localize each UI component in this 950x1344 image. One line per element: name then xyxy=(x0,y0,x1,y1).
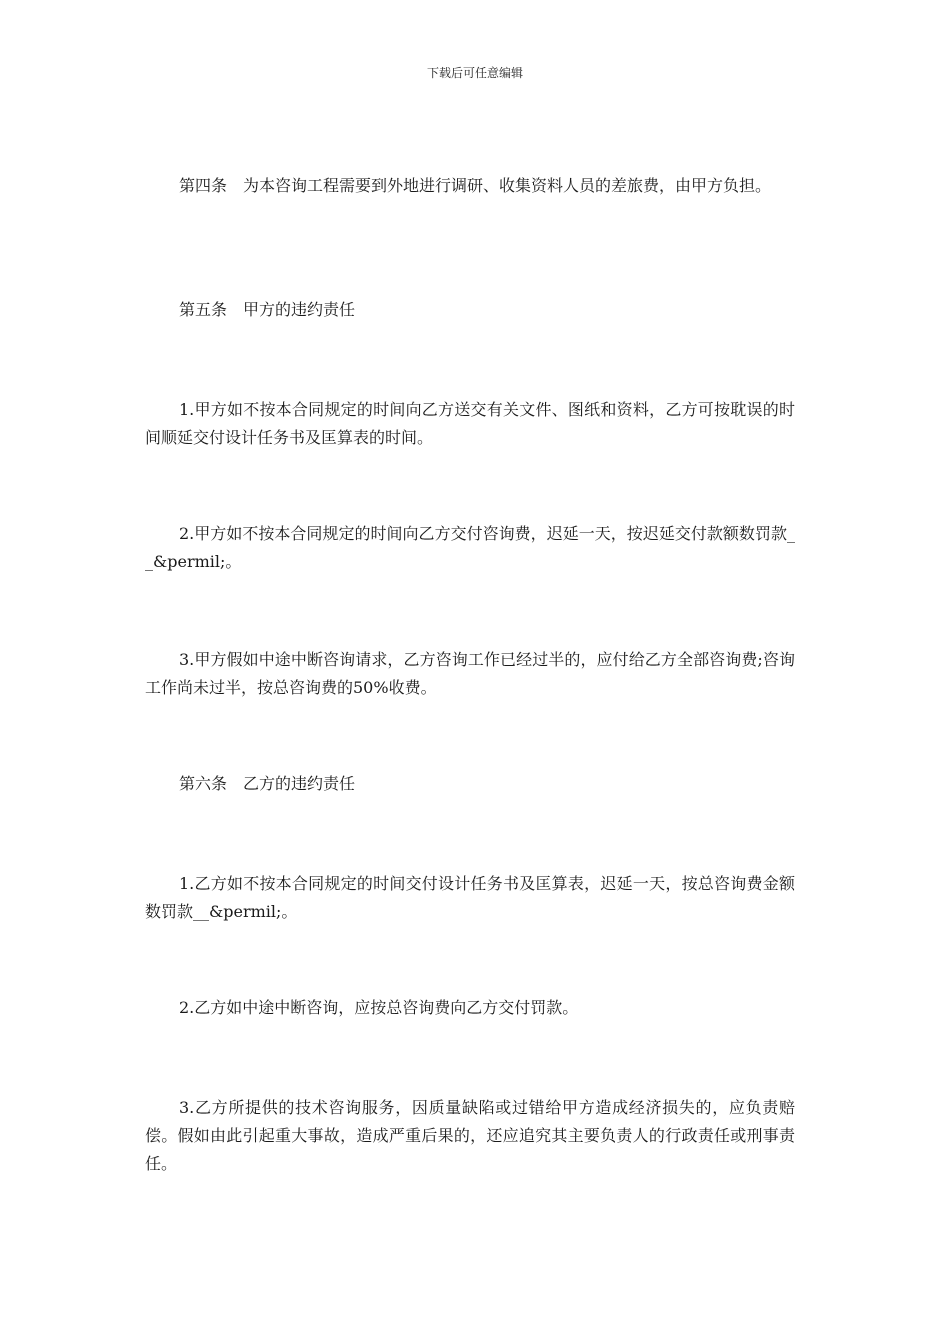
article-6-heading: 第六条 乙方的违约责任 xyxy=(179,774,356,793)
article-5-clause-1: 1.甲方如不按本合同规定的时间向乙方送交有关文件、图纸和资料，乙方可按耽误的时间顺延交付设计任务书及匡算表的时间。 xyxy=(145,400,795,447)
article-5-clause-3: 3.甲方假如中途中断咨询请求，乙方咨询工作已经过半的，应付给乙方全部咨询费;咨询工作尚未过半，按总咨询费的50%收费。 xyxy=(145,650,795,697)
article-6-clause-3: 3.乙方所提供的技术咨询服务，因质量缺陷或过错给甲方造成经济损失的，应负责赔偿。假如由此引起重大事故，造成严重后果的，还应追究其主要负责人的行政责任或刑事责任。 xyxy=(145,1098,795,1173)
article-4-paragraph: 第四条 为本咨询工程需要到外地进行调研、收集资料人员的差旅费，由甲方负担。 xyxy=(179,176,772,195)
article-5-heading: 第五条 甲方的违约责任 xyxy=(179,300,356,319)
article-6-clause-1: 1.乙方如不按本合同规定的时间交付设计任务书及匡算表，迟延一天，按总咨询费金额数罚款__&permil;。 xyxy=(145,874,795,921)
page-header: 下载后可任意编辑 xyxy=(426,66,523,80)
article-6-clause-2: 2.乙方如中途中断咨询，应按总咨询费向乙方交付罚款。 xyxy=(179,998,579,1017)
article-5-clause-2: 2.甲方如不按本合同规定的时间向乙方交付咨询费，迟延一天，按迟延交付款额数罚款__&permil;。 xyxy=(145,524,795,571)
